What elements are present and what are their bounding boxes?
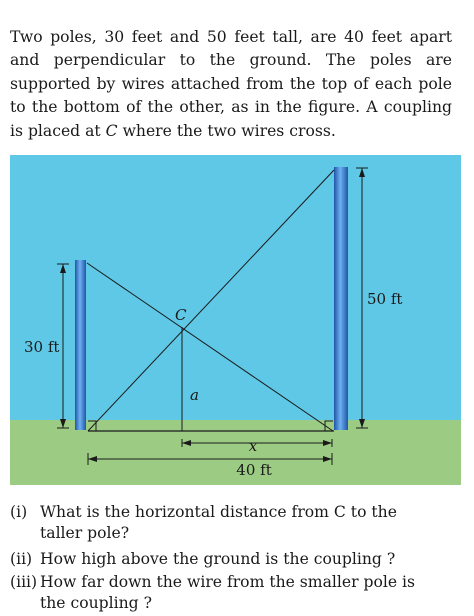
poles-diagram bbox=[10, 155, 461, 485]
question-3-number: (iii) bbox=[10, 573, 38, 591]
coupling-variable: C bbox=[105, 121, 118, 140]
poles-figure bbox=[10, 155, 461, 485]
distance-label: 40 ft bbox=[236, 461, 272, 479]
coupling-label: C bbox=[175, 306, 187, 324]
coupling-height-label: a bbox=[190, 386, 199, 404]
problem-statement bbox=[10, 26, 452, 143]
problem-text-start: Two poles, 30 feet and 50 feet tall, are 40 feet apart and perpendicular to the ground. The poles are supported by wires attached from the top of each pole to the bottom of the other, as in the figure. A coupling is placed at bbox=[10, 28, 452, 140]
tall-pole-height-label: 50 ft bbox=[367, 290, 403, 308]
problem-text-end: where the two wires cross. bbox=[122, 121, 336, 140]
x-label: x bbox=[248, 437, 258, 455]
question-3-text: How far down the wire from the smaller pole is bbox=[40, 573, 416, 591]
question-1-text: What is the horizontal distance from C to the bbox=[40, 503, 397, 521]
question-1-number: (i) bbox=[10, 503, 28, 521]
question-1 bbox=[10, 502, 455, 546]
short-pole-height-label: 30 ft bbox=[24, 338, 60, 356]
short-pole bbox=[75, 260, 86, 430]
question-3 bbox=[10, 572, 455, 616]
question-2 bbox=[10, 549, 455, 571]
question-2-number: (ii) bbox=[10, 550, 33, 568]
question-2-text: How high above the ground is the coupling ? bbox=[40, 550, 396, 568]
tall-pole bbox=[334, 167, 348, 430]
question-1-text-continued: taller pole? bbox=[40, 524, 130, 542]
question-3-text-continued: the coupling ? bbox=[40, 594, 152, 612]
